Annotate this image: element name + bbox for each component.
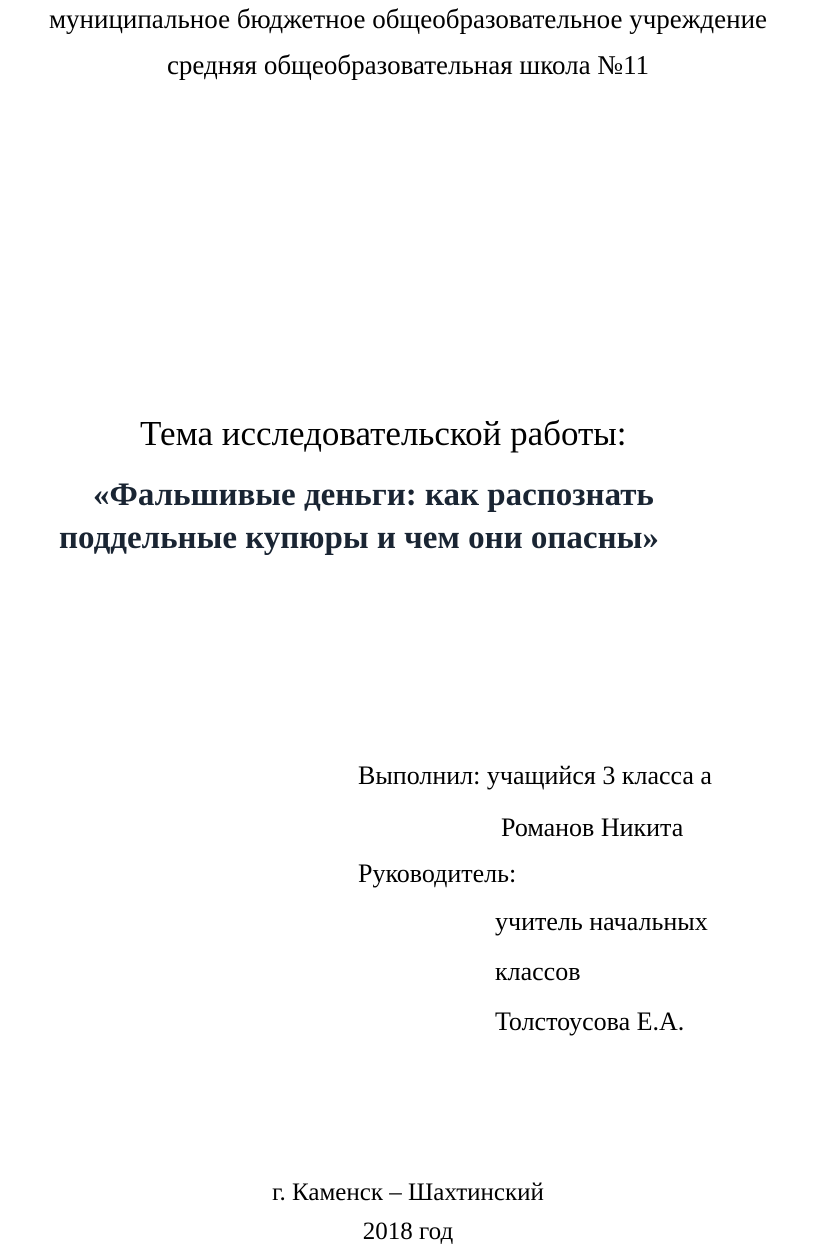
footer-year: 2018 год <box>362 1218 454 1245</box>
school-header-line2: средняя общеобразовательная школа №11 <box>166 50 650 80</box>
topic-label: Тема исследовательской работы: <box>140 414 627 453</box>
topic-title-line2: поддельные купюры и чем они опасны» <box>59 520 659 556</box>
supervisor-position-line1: учитель начальных <box>495 907 708 936</box>
performed-by: Выполнил: учащийся 3 класса а <box>358 761 712 790</box>
supervisor-name: Толстоусова Е.А. <box>495 1007 685 1036</box>
supervisor-position-line2: классов <box>495 957 581 986</box>
author-name: Романов Никита <box>501 813 684 842</box>
supervisor-label: Руководитель: <box>358 859 517 888</box>
school-header-line1: муниципальное бюджетное общеобразовательное учреждение <box>48 4 768 34</box>
footer-city: г. Каменск – Шахтинский <box>272 1179 544 1206</box>
topic-title-line1: «Фальшивые деньги: как распознать <box>93 477 654 513</box>
